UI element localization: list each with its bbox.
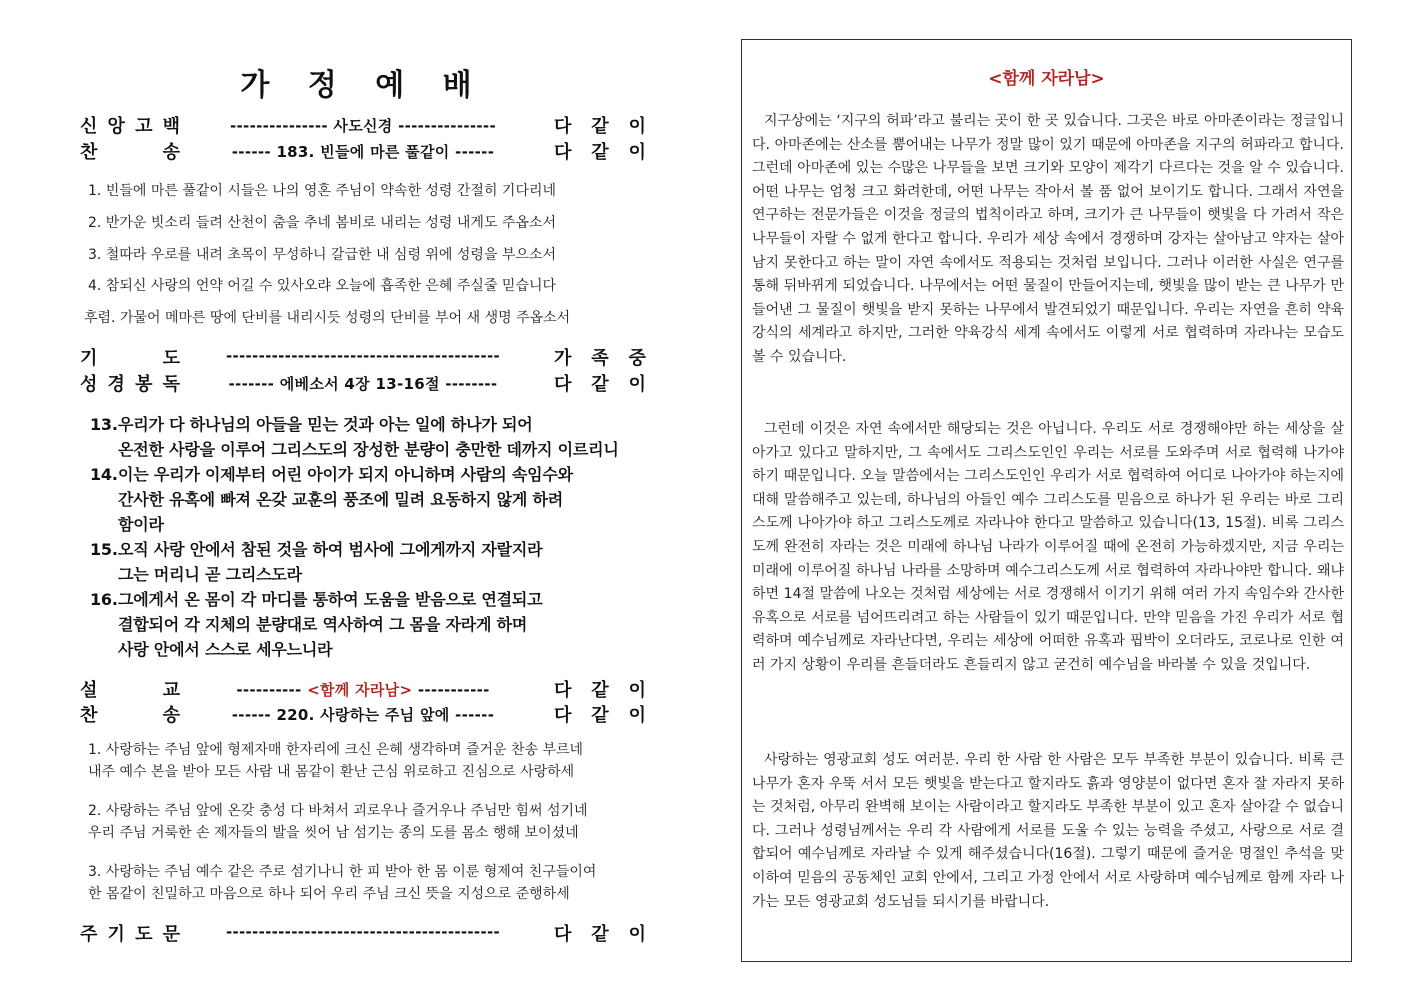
hymn-verse: 우리 주님 거룩한 손 제자들의 발을 씻어 남 섬기는 종의 도를 몸소 행해 보이셨네	[88, 825, 579, 841]
scripture-verse	[90, 462, 573, 485]
scripture-verse-cont	[118, 487, 563, 510]
sermon-box	[741, 39, 1352, 962]
scripture-verse	[90, 587, 542, 610]
order-leader	[554, 344, 646, 370]
hymn-verse: 한 몸같이 친밀하고 마음으로 하나 되어 우리 주님 크신 뜻을 지성으로 준행하세	[88, 886, 570, 902]
hymn-verse: 2. 사랑하는 주님 앞에 온갖 충성 다 바쳐서 괴로우나 즐거우나 주님만 힘써 섬기네	[88, 803, 588, 819]
order-label	[80, 370, 180, 396]
scripture-verse	[90, 537, 542, 560]
order-detail: ------ 183. 빈들에 마른 풀같이 ------	[231, 143, 495, 161]
hymn-verse: 3. 철따라 우로를 내려 초목이 무성하니 갈급한 내 심령 위에 성령을 부으소서	[88, 247, 557, 263]
label-char: 같	[591, 116, 609, 137]
label-char: 독	[162, 374, 180, 395]
dash-right: -----------	[417, 681, 490, 699]
verse-text: 사랑 안에서 스스로 세우느니라	[118, 640, 333, 659]
verse-number: 13.	[90, 415, 118, 434]
order-detail: ------------------------------------------	[225, 923, 501, 941]
verse-text: 우리가 다 하나님의 아들을 믿는 것과 아는 일에 하나가 되어	[118, 415, 533, 434]
order-row-creed	[78, 112, 648, 138]
order-label	[80, 701, 180, 727]
scripture-verse	[90, 412, 532, 435]
verse-text: 이는 우리가 이제부터 어린 아이가 되지 아니하며 사람의 속임수와	[118, 465, 573, 484]
verse-number: 14.	[90, 465, 118, 484]
sermon-title: <함께 자라남>	[307, 681, 413, 699]
label-char: 같	[591, 680, 609, 701]
label-char: 송	[162, 705, 180, 726]
order-row-prayer	[78, 344, 648, 370]
label-char: 찬	[80, 705, 98, 726]
label-char: 주	[80, 924, 98, 945]
scripture-verse-cont	[118, 562, 302, 585]
label-char: 같	[591, 924, 609, 945]
verse-text: 간사한 유혹에 빠져 온갖 교훈의 풍조에 밀려 요동하지 않게 하려	[118, 490, 563, 509]
verse-text: 온전한 사랑을 이루어 그리스도의 장성한 분량이 충만한 데까지 이르리니	[118, 440, 619, 459]
hymn-verse: 2. 반가운 빗소리 들려 산천이 춤을 추네 봄비로 내리는 성령 내게도 주옵소서	[88, 215, 557, 231]
verse-text: 그에게서 온 몸이 각 마디를 통하여 도움을 받음으로 연결되고	[118, 590, 543, 609]
order-leader	[554, 370, 646, 396]
order-leader	[554, 676, 646, 702]
page-title: 가 정 예 배	[240, 68, 486, 103]
order-label	[80, 344, 180, 370]
label-char: 설	[80, 680, 98, 701]
hymn-verse: 4. 참되신 사랑의 언약 어길 수 있사오랴 오늘에 흡족한 은혜 주실줄 믿습니다	[88, 278, 557, 294]
order-row-sermon	[78, 676, 648, 702]
hymn-verse: 1. 사랑하는 주님 앞에 형제자매 한자리에 크신 은혜 생각하며 즐거운 찬송 부르네	[88, 742, 584, 758]
order-detail: ------ 220. 사랑하는 주님 앞에 ------	[231, 706, 495, 724]
scripture-verse-cont	[118, 437, 619, 460]
label-char: 백	[162, 116, 180, 137]
order-leader	[554, 138, 646, 164]
sermon-paragraph: 사랑하는 영광교회 성도 여러분. 우리 한 사람 한 사람은 모두 부족한 부분이 있습니다. 비록 큰 나무가 혼자 우뚝 서서 모든 햇빛을 받는다고 할지라도 흙과 영양분이 없다면 혼자 잘 자라지 못하는 것처럼, 아무리 완벽해 보이는 사람이라고 할지라도 부족한 부분이 있고 혼자 살아갈 수 없습니다. 그러나 성령님께서는 우리 각 사람에게 서로를 도울 수 있는 능력을 주셨고, 사랑으로 서로 결합되어 예수님께로 자라날 수 있게 해주셨습니다(16절). 그렇기 때문에 즐거운 명절인 추석을 맞이하여 믿음의 공동체인 교회 안에서, 그리고 가정 안에서 서로 사랑하며 예수님께로 함께 자라 나가는 모든 영광교회 성도님들 되시기를 바랍니다.	[752, 752, 1344, 910]
label-char: 기	[107, 924, 125, 945]
label-char: 같	[591, 374, 609, 395]
label-char: 봉	[135, 374, 153, 395]
label-char: 다	[554, 142, 572, 163]
order-leader	[554, 112, 646, 138]
label-char: 같	[591, 705, 609, 726]
label-char: 앙	[107, 116, 125, 137]
verse-number: 15.	[90, 540, 118, 559]
label-char: 다	[554, 680, 572, 701]
hymn-verse: 1. 빈들에 마른 풀같이 시들은 나의 영혼 주님이 약속한 성령 간절히 기다리네	[88, 183, 557, 199]
label-char: 가	[554, 348, 572, 369]
label-char: 성	[80, 374, 98, 395]
order-row-lords-prayer	[78, 920, 648, 946]
label-char: 문	[162, 924, 180, 945]
order-label	[80, 112, 180, 138]
scripture-verse-cont	[118, 512, 164, 535]
label-char: 이	[628, 374, 646, 395]
sermon-paragraph: 그런데 이것은 자연 속에서만 해당되는 것은 아닙니다. 우리도 서로 경쟁해야만 하는 세상을 살아가고 있다고 말하지만, 그 속에서도 그리스도인인 우리는 서로를 도와주며 서로 협력해 나가야 하기 때문입니다. 오늘 말씀에서는 그리스도인인 우리가 서로 협력하여 어디로 나아가야 하는지에 대해 말씀해주고 있는데, 하나님의 아들인 예수 그리스도를 믿음으로 하나가 된 우리는 바로 그리스도께 나아가야 하고 그리스도께로 자라나야 한다고 말씀하고 있습니다(13, 15절). 비록 그리스도께 완전히 자라는 것은 미래에 하나님 나라가 이루어질 때에 온전히 가능하겠지만, 지금 우리는 미래에 이루어질 하나님 나라를 소망하며 예수그리스도께 서로 협력하여 자라나야만 합니다. 왜냐하면 14절 말씀에 나오는 것처럼 세상에는 서로 경쟁해서 이기기 위해 여러 가지 속임수와 간사한 유혹으로 서로를 넘어뜨리려고 하는 사람들이 있기 때문입니다. 만약 믿음을 가진 우리가 서로 협력하며 예수님께로 자라난다면, 우리는 세상에 어떠한 유혹과 핍박이 오더라도, 코로나로 인한 여러 가지 상황이 우리를 흔들더라도 흔들리지 않고 굳건히 예수님을 바라볼 수 있을 것입니다.	[752, 421, 1344, 673]
order-label	[80, 676, 180, 702]
verse-text: 그는 머리니 곧 그리스도라	[118, 565, 302, 584]
order-row-hymn-183	[78, 138, 648, 164]
sermon-box-title: <함께 자라남>	[988, 69, 1105, 89]
label-char: 다	[554, 705, 572, 726]
label-char: 고	[135, 116, 153, 137]
hymn-verse: 3. 사랑하는 주님 예수 같은 주로 섬기나니 한 피 받아 한 몸 이룬 형제여 친구들이여	[88, 864, 597, 880]
label-char: 이	[628, 680, 646, 701]
verse-text: 오직 사랑 안에서 참된 것을 하여 범사에 그에게까지 자랄지라	[118, 540, 543, 559]
order-label	[80, 138, 180, 164]
order-leader	[554, 701, 646, 727]
label-char: 다	[554, 924, 572, 945]
verse-text: 함이라	[118, 515, 164, 534]
label-char: 이	[628, 116, 646, 137]
label-char: 경	[107, 374, 125, 395]
order-detail: ------- 에베소서 4장 13-16절 --------	[228, 375, 498, 393]
label-char: 신	[80, 116, 98, 137]
label-char: 다	[554, 116, 572, 137]
sermon-paragraph: 지구상에는 ‘지구의 허파’라고 불리는 곳이 한 곳 있습니다. 그곳은 바로 아마존이라는 정글입니다. 아마존에는 산소를 뿜어내는 나무가 정말 많이 있기 때문에 아마존을 지구의 허파라고 합니다. 그런데 아마존에 있는 수많은 나무들을 보면 크기와 모양이 제각기 다르다는 것을 알 수 있습니다. 어떤 나무는 엄청 크고 화려한데, 어떤 나무는 작아서 볼 품 없어 보이기도 합니다. 그래서 자연을 연구하는 전문가들은 이것을 정글의 법칙이라고 하며, 크기가 큰 나무들이 햇빛을 다 가려서 작은 나무들이 자랄 수 없게 한다고 합니다. 우리가 세상 속에서 경쟁하며 강자는 살아남고 약자는 살아남지 못한다고 하는 말이 자연 속에서도 적용되는 것처럼 보입니다. 그러나 이러한 사실은 연구를 통해 뒤바뀌게 되었습니다. 나무에서는 어떤 물질이 만들어지는데, 햇빛을 많이 받는 큰 나무가 만들어낸 그 물질이 햇빛을 받지 못하는 나무에서 발견되었기 때문입니다. 우리는 자연을 흔히 약육강식의 세계라고 하지만, 그러한 약육강식 세계 속에서도 이렇게 서로 협력하며 자라나는 모습도 볼 수 있습니다.	[752, 113, 1344, 365]
order-row-scripture	[78, 370, 648, 396]
hymn-chorus: 후렴. 가물어 메마른 땅에 단비를 내리시듯 성령의 단비를 부어 새 생명 주옵소서	[84, 310, 571, 326]
order-leader	[554, 920, 646, 946]
label-char: 교	[162, 680, 180, 701]
label-char: 이	[628, 924, 646, 945]
label-char: 도	[162, 348, 180, 369]
hymn-verse: 내주 예수 본을 받아 모든 사람 내 몸같이 환난 근심 위로하고 진심으로 사랑하세	[88, 764, 575, 780]
label-char: 같	[591, 142, 609, 163]
order-detail: --------------- 사도신경 ---------------	[230, 117, 496, 135]
label-char: 도	[135, 924, 153, 945]
order-detail: ------------------------------------------	[225, 347, 501, 365]
verse-number: 16.	[90, 590, 118, 609]
label-char: 중	[628, 348, 646, 369]
label-char: 송	[162, 142, 180, 163]
scripture-verse-cont	[118, 637, 332, 660]
order-row-hymn-220	[78, 701, 648, 727]
scripture-verse-cont	[118, 612, 527, 635]
label-char: 족	[591, 348, 609, 369]
label-char: 기	[80, 348, 98, 369]
dash-left: ----------	[236, 681, 302, 699]
label-char: 이	[628, 705, 646, 726]
label-char: 찬	[80, 142, 98, 163]
order-label	[80, 920, 180, 946]
order-detail	[218, 679, 508, 700]
verse-text: 결합되어 각 지체의 분량대로 역사하여 그 몸을 자라게 하며	[118, 615, 528, 634]
label-char: 다	[554, 374, 572, 395]
label-char: 이	[628, 142, 646, 163]
